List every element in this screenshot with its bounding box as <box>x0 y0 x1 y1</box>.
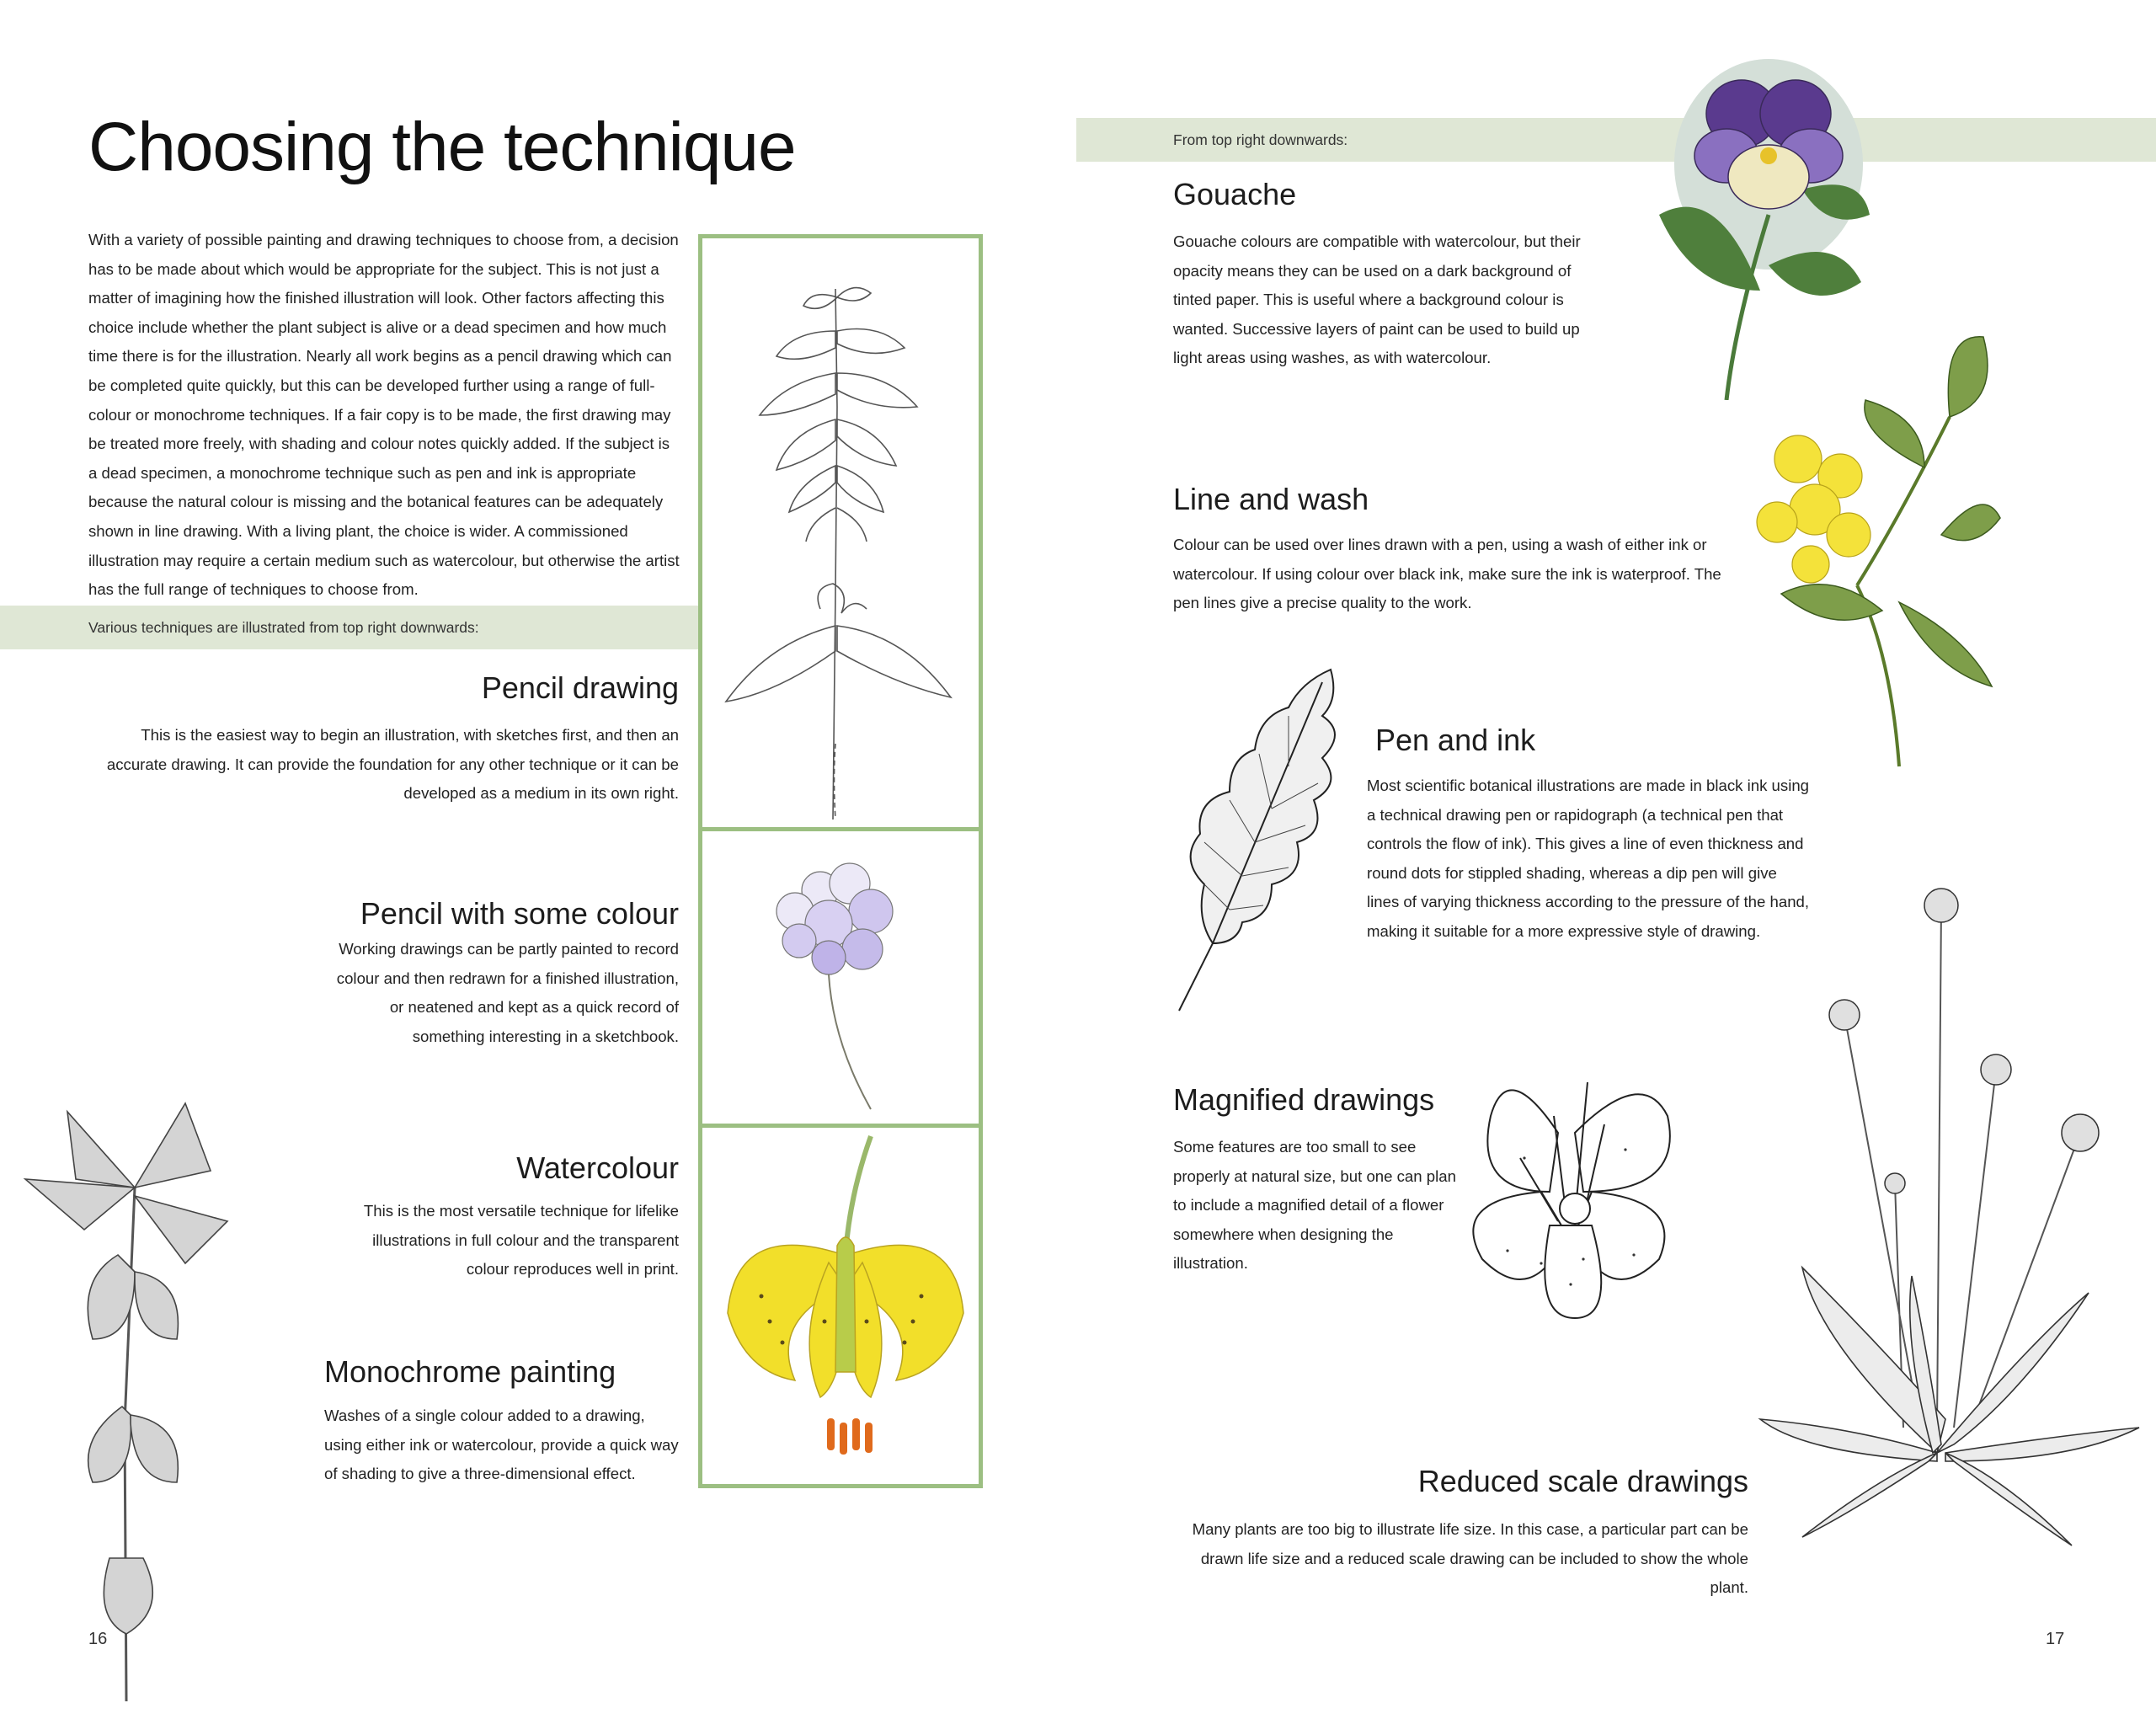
right-caption-band <box>1076 118 2156 162</box>
heading-pen-ink: Pen and ink <box>1375 723 1536 757</box>
watercolour-frame <box>698 1124 983 1488</box>
page-number-left: 16 <box>88 1630 108 1648</box>
body-gouache: Gouache colours are compatible with watercolour, but their opacity means they can be used on a dark background of tinted paper. This is useful where a background colour is wanted. Successive layers of paint can be used to build up light areas using washes, as with watercolour. <box>1173 232 1581 367</box>
magnified-flower-illustration <box>1457 1065 1684 1327</box>
left-caption-band <box>0 606 699 649</box>
pencil-colour-frame <box>698 827 983 1129</box>
body-pencil-drawing: This is the easiest way to begin an illustration, with sketches first, and then an accurate drawing. It can provide the foundation for any other technique or it can be developed as a medium in its own right. <box>106 726 679 803</box>
heading-gouache: Gouache <box>1173 177 1297 211</box>
heading-magnified: Magnified drawings <box>1173 1082 1435 1117</box>
pencil-drawing-frame <box>698 234 983 833</box>
reduced-scale-plant-illustration <box>1752 872 2148 1567</box>
heading-pencil-colour: Pencil with some colour <box>360 896 679 931</box>
lily-illustration <box>702 1128 979 1484</box>
intro-paragraph: With a variety of possible painting and drawing techniques to choose from, a decision has to be made about which would be appropriate for the subject. This is not just a matter of imagining how the finished illustration will look. Other factors affecting this choice include whether the plant subject is alive or a dead specimen and how much time there is for the illustration. Nearly all work begins as a pencil drawing which can be completed quite quickly, but this can be developed further using a range of full-colour or monochrome techniques. If a fair copy is to be made, the first drawing may be treated more freely, with shading and colour notes quickly added. If the subject is a dead specimen, a monochrome technique such as pen and ink is appropriate because the natural colour is missing and the botanical features can be adequately shown in line drawing. With a living plant, the choice is wider. A commissioned illustration may require a certain medium such as watercolour, but otherwise the artist has the full range of techniques to choose from. <box>88 231 680 599</box>
scabious-illustration <box>702 831 979 1124</box>
oak-leaf-pen-ink-illustration <box>1162 665 1356 1019</box>
body-watercolour: This is the most versatile technique for lifelike illustrations in full colour and the transparent colour reproduces well in print. <box>363 1202 679 1279</box>
page-number-right: 17 <box>2046 1630 2065 1648</box>
body-reduced-scale: Many plants are too big to illustrate life size. In this case, a particular part can be drawn life size and a reduced scale drawing can be included to show the whole plant. <box>1192 1520 1748 1597</box>
body-magnified: Some features are too small to see properly at natural size, but one can plan to include a magnified detail of a flower somewhere when designing the illustration. <box>1173 1138 1456 1273</box>
body-pen-ink: Most scientific botanical illustrations are made in black ink using a technical drawing pen or rapidograph (a technical pen that controls the flow of ink). This gives a line of even thickness and round dots for stippled shading, whereas a dip pen will give lines of varying thickness according to the pressure of the hand, making it suitable for a more expressive style of drawing. <box>1367 777 1810 940</box>
left-band-text: Various techniques are illustrated from top right downwards: <box>88 619 479 636</box>
page-title: Choosing the technique <box>88 109 796 185</box>
monochrome-bellflower-illustration <box>17 1086 236 1710</box>
body-monochrome: Washes of a single colour added to a drawing, using either ink or watercolour, provide a quick way of shading to give a three-dimensional effect. <box>324 1407 679 1483</box>
right-band-text: From top right downwards: <box>1173 131 1348 148</box>
heading-pencil-drawing: Pencil drawing <box>481 670 679 705</box>
pencil-plant-illustration <box>702 238 979 829</box>
body-line-wash: Colour can be used over lines drawn with a pen, using a wash of either ink or watercolour. If using colour over black ink, make sure the ink is waterproof. The pen lines give a precise quality to the work. <box>1173 536 1721 612</box>
heading-reduced-scale: Reduced scale drawings <box>1417 1464 1748 1498</box>
heading-line-wash: Line and wash <box>1173 482 1369 516</box>
jasmine-line-wash-illustration <box>1731 333 2009 771</box>
heading-monochrome: Monochrome painting <box>324 1354 616 1389</box>
body-pencil-colour: Working drawings can be partly painted to record colour and then redrawn for a finished illustration, or neatened and kept as a quick record of something interesting in a sketchbook. <box>336 940 679 1045</box>
heading-watercolour: Watercolour <box>516 1150 679 1185</box>
